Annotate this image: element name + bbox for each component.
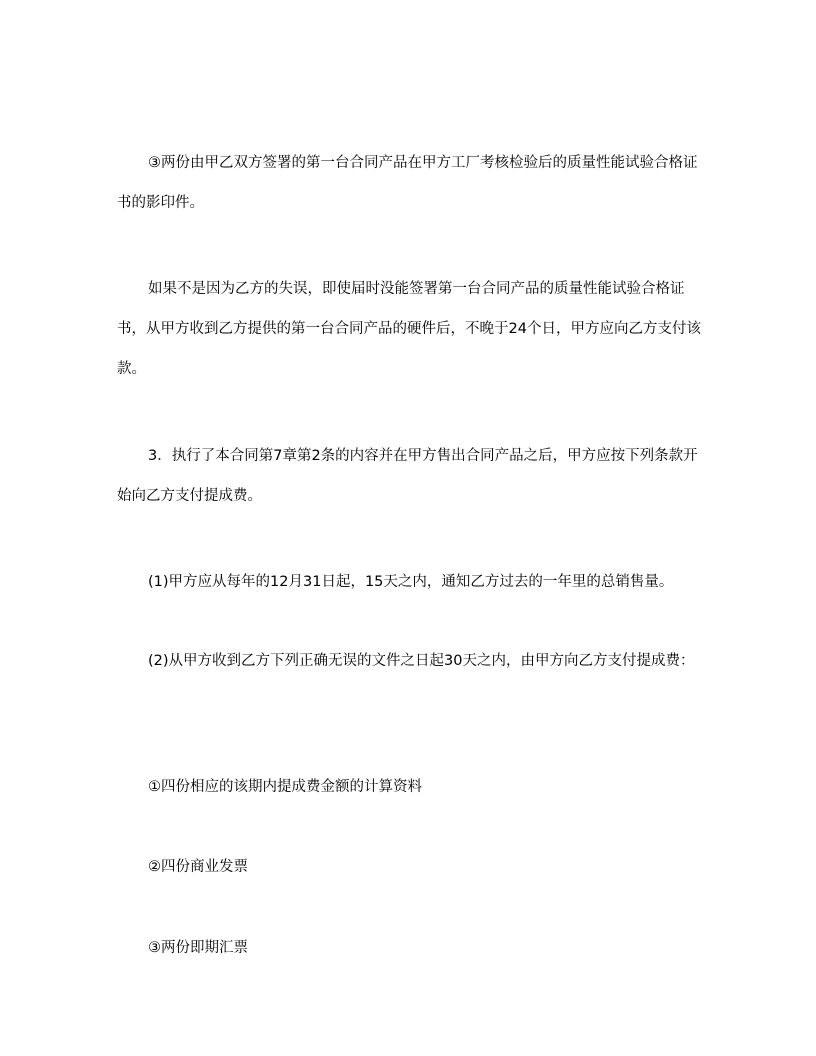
paragraph-payment-documents: (2)从甲方收到乙方下列正确无误的文件之日起30天之内，由甲方向乙方支付提成费： bbox=[148, 652, 695, 669]
paragraph-royalty-clause: 3．执行了本合同第7章第2条的内容并在甲方售出合同产品之后，甲方应按下列条款开始向乙方支付提成费。 bbox=[117, 447, 698, 504]
paragraph-certificate-copies: ③两份由甲乙双方签署的第一台合同产品在甲方工厂考核检验后的质量性能试验合格证书的影印件。 bbox=[117, 154, 698, 211]
list-item-sight-drafts: ③两份即期汇票 bbox=[148, 939, 248, 956]
paragraph-sales-notice: (1)甲方应从每年的12月31日起，15天之内，通知乙方过去的一年里的总销售量。 bbox=[148, 573, 674, 590]
list-item-calculation-data: ①四份相应的该期内提成费金额的计算资料 bbox=[148, 778, 422, 795]
paragraph-payment-condition: 如果不是因为乙方的失误，即使届时没能签署第一台合同产品的质量性能试验合格证书，从甲方收到乙方提供的第一台合同产品的硬件后，不晚于24个日，甲方应向乙方支付该款。 bbox=[117, 280, 701, 377]
list-item-commercial-invoices: ②四份商业发票 bbox=[148, 858, 248, 875]
